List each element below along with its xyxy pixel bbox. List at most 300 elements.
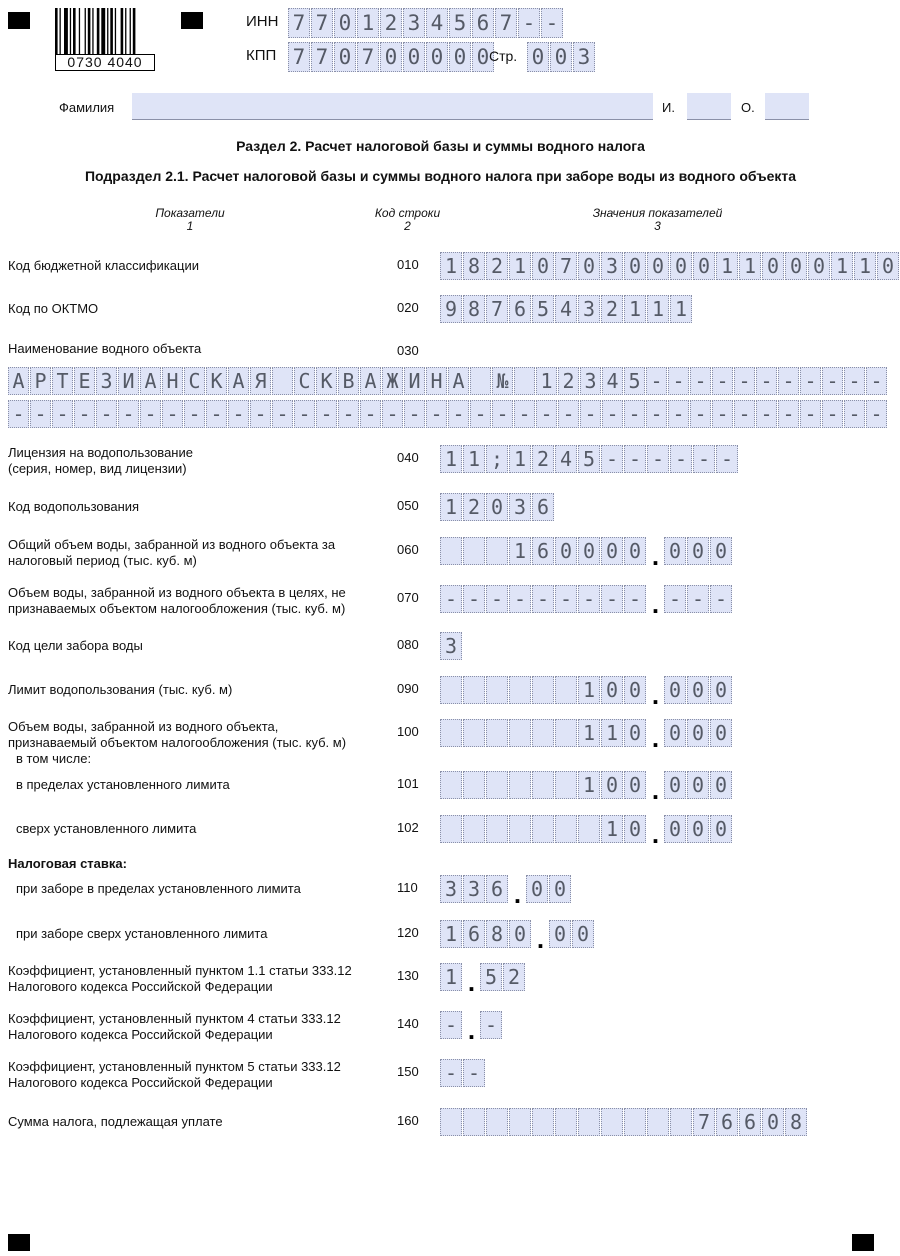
- char-cell: -: [30, 400, 51, 428]
- char-cell: [486, 771, 508, 799]
- row-130-label-line2: Налогового кодекса Российской Федерации: [8, 979, 273, 994]
- inn-label: ИНН: [246, 13, 279, 30]
- kpp-label: КПП: [246, 47, 277, 64]
- row-090-value[interactable]: [440, 676, 733, 710]
- char-cell: -: [52, 400, 73, 428]
- row-070-label: [8, 585, 346, 617]
- char-cell: -: [536, 400, 557, 428]
- decimal-point: .: [651, 723, 660, 753]
- row-060-label-line2: налоговый период (тыс. куб. м): [8, 553, 197, 568]
- char-cell: 2: [601, 295, 623, 323]
- char-cell: -: [8, 400, 29, 428]
- col-header-values-num: 3: [654, 219, 661, 233]
- row-130-label: [8, 963, 352, 995]
- char-cell: -: [690, 400, 711, 428]
- char-cell: 5: [449, 8, 471, 38]
- char-cell: А: [8, 367, 29, 395]
- char-cell: 4: [555, 445, 577, 473]
- char-cell: -: [74, 400, 95, 428]
- char-cell: [463, 771, 485, 799]
- char-cell: 1: [440, 493, 462, 521]
- char-cell: 1: [831, 252, 853, 280]
- char-cell: 0: [647, 252, 669, 280]
- char-cell: А: [448, 367, 469, 395]
- char-cell: С: [184, 367, 205, 395]
- char-cell: [509, 1108, 531, 1136]
- char-cell: -: [712, 400, 733, 428]
- decimal-point: .: [467, 967, 476, 997]
- char-cell: -: [532, 585, 554, 613]
- char-cell: 0: [472, 42, 494, 72]
- char-cell: [463, 815, 485, 843]
- char-cell: 3: [440, 875, 462, 903]
- decimal-point: .: [651, 819, 660, 849]
- row-150-code: 150: [397, 1064, 419, 1079]
- char-cell: -: [480, 1011, 502, 1039]
- char-cell: 0: [710, 676, 732, 704]
- char-cell: 1: [578, 719, 600, 747]
- char-cell: ;: [486, 445, 508, 473]
- char-cell: 0: [762, 252, 784, 280]
- row-110-label: при заборе в пределах установленного лимита: [16, 881, 301, 896]
- col-header-code-num: 2: [404, 219, 411, 233]
- char-cell: -: [664, 585, 686, 613]
- char-cell: 0: [449, 42, 471, 72]
- char-cell: 0: [572, 920, 594, 948]
- char-cell: [486, 676, 508, 704]
- initial-i-field[interactable]: [687, 93, 731, 120]
- row-070-label-line1: Объем воды, забранной из водного объекта в целях, не: [8, 585, 346, 600]
- col-header-values: [570, 207, 745, 233]
- char-cell: [532, 719, 554, 747]
- row-100-code: 100: [397, 724, 419, 739]
- char-cell: 1: [440, 252, 462, 280]
- char-cell: 3: [509, 493, 531, 521]
- char-cell: -: [338, 400, 359, 428]
- kpp-field[interactable]: [288, 42, 495, 72]
- char-cell: -: [756, 400, 777, 428]
- row-120-value[interactable]: [440, 920, 595, 954]
- char-cell: 2: [532, 445, 554, 473]
- char-cell: 3: [573, 42, 595, 72]
- row-102-code: 102: [397, 820, 419, 835]
- char-cell: 1: [647, 295, 669, 323]
- char-cell: 7: [495, 8, 517, 38]
- char-cell: 1: [624, 295, 646, 323]
- char-cell: -: [716, 445, 738, 473]
- char-cell: А: [140, 367, 161, 395]
- char-cell: 1: [716, 252, 738, 280]
- char-cell: 0: [334, 8, 356, 38]
- col-header-indicators: [120, 207, 260, 233]
- corner-marker-top-right: [181, 12, 203, 29]
- row-070-code: 070: [397, 590, 419, 605]
- char-cell: -: [580, 400, 601, 428]
- row-160-label: Сумма налога, подлежащая уплате: [8, 1114, 223, 1129]
- char-cell: -: [601, 445, 623, 473]
- char-cell: 1: [440, 963, 462, 991]
- char-cell: 5: [532, 295, 554, 323]
- char-cell: 6: [532, 537, 554, 565]
- char-cell: 0: [601, 676, 623, 704]
- char-cell: 7: [357, 42, 379, 72]
- char-cell: 0: [624, 719, 646, 747]
- col-header-code: [355, 207, 460, 233]
- char-cell: 0: [687, 537, 709, 565]
- char-cell: -: [668, 400, 689, 428]
- row-150-label-line1: Коэффициент, установленный пунктом 5 статьи 333.12: [8, 1059, 341, 1074]
- char-cell: 6: [463, 920, 485, 948]
- char-cell: В: [338, 367, 359, 395]
- char-cell: 6: [716, 1108, 738, 1136]
- col-header-values-text: Значения показателей: [592, 206, 723, 220]
- char-cell: -: [448, 400, 469, 428]
- row-050-value[interactable]: [440, 493, 555, 521]
- char-cell: -: [184, 400, 205, 428]
- row-030-value-line1[interactable]: [8, 367, 888, 395]
- char-cell: 4: [555, 295, 577, 323]
- char-cell: -: [624, 585, 646, 613]
- char-cell: -: [710, 585, 732, 613]
- char-cell: 0: [710, 771, 732, 799]
- row-060-code: 060: [397, 542, 419, 557]
- char-cell: [463, 719, 485, 747]
- decimal-point: .: [513, 879, 522, 909]
- char-cell: -: [693, 445, 715, 473]
- char-cell: -: [228, 400, 249, 428]
- char-cell: 7: [555, 252, 577, 280]
- corner-marker-top-left: [8, 12, 30, 29]
- row-160-value[interactable]: [440, 1108, 808, 1136]
- char-cell: [509, 771, 531, 799]
- char-cell: [440, 771, 462, 799]
- char-cell: 0: [670, 252, 692, 280]
- char-cell: 0: [509, 920, 531, 948]
- corner-marker-bottom-right: [852, 1234, 874, 1251]
- char-cell: 7: [311, 42, 333, 72]
- char-cell: 2: [463, 493, 485, 521]
- char-cell: 6: [532, 493, 554, 521]
- row-150-label: [8, 1059, 341, 1091]
- char-cell: -: [555, 585, 577, 613]
- char-cell: 0: [687, 815, 709, 843]
- col-header-indicators-num: 1: [186, 219, 194, 233]
- char-cell: 1: [601, 815, 623, 843]
- char-cell: -: [844, 367, 865, 395]
- row-040-value[interactable]: [440, 445, 739, 473]
- char-cell: -: [822, 367, 843, 395]
- row-130-label-line1: Коэффициент, установленный пунктом 1.1 статьи 333.12: [8, 963, 352, 978]
- inn-field[interactable]: [288, 8, 564, 38]
- char-cell: 4: [426, 8, 448, 38]
- row-040-label: [8, 445, 193, 477]
- char-cell: -: [687, 585, 709, 613]
- row-070-value[interactable]: [440, 585, 733, 619]
- char-cell: -: [272, 400, 293, 428]
- char-cell: [440, 815, 462, 843]
- char-cell: 2: [486, 252, 508, 280]
- char-cell: -: [404, 400, 425, 428]
- row-010-value[interactable]: [440, 252, 900, 280]
- char-cell: 0: [710, 815, 732, 843]
- char-cell: -: [647, 445, 669, 473]
- char-cell: [532, 1108, 554, 1136]
- row-050-label: Код водопользования: [8, 499, 140, 514]
- decimal-point: .: [651, 589, 660, 619]
- row-070-label-line2: признаваемых объектом налогообложения (тыс. куб. м): [8, 601, 346, 616]
- char-cell: -: [440, 1059, 462, 1087]
- decimal-point: .: [651, 680, 660, 710]
- char-cell: -: [316, 400, 337, 428]
- char-cell: -: [844, 400, 865, 428]
- char-cell: 0: [687, 719, 709, 747]
- char-cell: -: [866, 400, 887, 428]
- row-101-label: в пределах установленного лимита: [16, 777, 230, 792]
- row-102-value[interactable]: [440, 815, 733, 849]
- char-cell: 6: [472, 8, 494, 38]
- page-label: Стр.: [489, 48, 518, 64]
- char-cell: 0: [550, 42, 572, 72]
- row-050-code: 050: [397, 498, 419, 513]
- char-cell: 0: [555, 537, 577, 565]
- row-030-label: Наименование водного объекта: [8, 341, 202, 356]
- row-080-code: 080: [397, 637, 419, 652]
- char-cell: 7: [486, 295, 508, 323]
- char-cell: 0: [403, 42, 425, 72]
- char-cell: -: [382, 400, 403, 428]
- char-cell: -: [778, 367, 799, 395]
- row-100-label: [8, 719, 346, 767]
- char-cell: 0: [785, 252, 807, 280]
- char-cell: 6: [486, 875, 508, 903]
- char-cell: 1: [463, 445, 485, 473]
- char-cell: [555, 719, 577, 747]
- char-cell: -: [712, 367, 733, 395]
- row-080-label: Код цели забора воды: [8, 638, 143, 653]
- char-cell: [486, 719, 508, 747]
- char-cell: 0: [526, 875, 548, 903]
- row-160-code: 160: [397, 1113, 419, 1128]
- char-cell: 5: [480, 963, 502, 991]
- char-cell: 1: [601, 719, 623, 747]
- barcode: [55, 8, 155, 68]
- char-cell: [532, 815, 554, 843]
- char-cell: 0: [808, 252, 830, 280]
- row-110-code: 110: [397, 880, 418, 895]
- row-140-value[interactable]: [440, 1011, 503, 1045]
- char-cell: 3: [403, 8, 425, 38]
- char-cell: [532, 676, 554, 704]
- char-cell: -: [734, 400, 755, 428]
- char-cell: 0: [664, 537, 686, 565]
- char-cell: -: [486, 585, 508, 613]
- corner-marker-bottom-left: [8, 1234, 30, 1251]
- decimal-point: .: [467, 1015, 476, 1045]
- char-cell: 1: [357, 8, 379, 38]
- col-header-indicators-text: Показатели: [155, 206, 225, 220]
- char-cell: 0: [601, 771, 623, 799]
- char-cell: -: [250, 400, 271, 428]
- char-cell: 7: [288, 42, 310, 72]
- char-cell: [532, 771, 554, 799]
- row-020-label: Код по ОКТМО: [8, 301, 99, 316]
- row-020-value[interactable]: [440, 295, 693, 323]
- char-cell: -: [602, 400, 623, 428]
- char-cell: 3: [463, 875, 485, 903]
- char-cell: 0: [664, 815, 686, 843]
- char-cell: -: [440, 585, 462, 613]
- char-cell: [624, 1108, 646, 1136]
- char-cell: 0: [624, 537, 646, 565]
- row-102-label: сверх установленного лимита: [16, 821, 197, 836]
- char-cell: 0: [624, 676, 646, 704]
- row-120-code: 120: [397, 925, 419, 940]
- row-150-value[interactable]: [440, 1059, 486, 1087]
- char-cell: [440, 537, 462, 565]
- char-cell: 0: [624, 815, 646, 843]
- char-cell: Н: [162, 367, 183, 395]
- char-cell: -: [294, 400, 315, 428]
- char-cell: -: [670, 445, 692, 473]
- char-cell: 0: [601, 537, 623, 565]
- char-cell: 0: [549, 875, 571, 903]
- char-cell: 3: [580, 367, 601, 395]
- row-040-label-line1: Лицензия на водопользование: [8, 445, 193, 460]
- row-140-label-line2: Налогового кодекса Российской Федерации: [8, 1027, 273, 1042]
- char-cell: -: [470, 400, 491, 428]
- char-cell: [486, 1108, 508, 1136]
- char-cell: [555, 676, 577, 704]
- row-010-label: Код бюджетной классификации: [8, 258, 199, 273]
- char-cell: К: [206, 367, 227, 395]
- row-100-label-line2: признаваемый объектом налогообложения (тыс. куб. м): [8, 735, 347, 750]
- char-cell: [555, 1108, 577, 1136]
- decimal-point: .: [536, 924, 545, 954]
- char-cell: 0: [877, 252, 899, 280]
- row-030-value-line2[interactable]: [8, 400, 888, 428]
- char-cell: 1: [578, 676, 600, 704]
- char-cell: [578, 1108, 600, 1136]
- char-cell: Ж: [382, 367, 403, 395]
- char-cell: 4: [602, 367, 623, 395]
- char-cell: [470, 367, 491, 395]
- row-030-code: 030: [397, 343, 419, 358]
- row-020-code: 020: [397, 300, 419, 315]
- char-cell: 0: [334, 42, 356, 72]
- char-cell: К: [316, 367, 337, 395]
- surname-field[interactable]: [132, 93, 653, 120]
- char-cell: [555, 815, 577, 843]
- char-cell: 7: [693, 1108, 715, 1136]
- char-cell: -: [541, 8, 563, 38]
- row-060-value[interactable]: [440, 537, 733, 571]
- char-cell: 1: [854, 252, 876, 280]
- char-cell: 5: [578, 445, 600, 473]
- char-cell: 0: [624, 252, 646, 280]
- char-cell: [647, 1108, 669, 1136]
- char-cell: 0: [664, 771, 686, 799]
- char-cell: 8: [785, 1108, 807, 1136]
- char-cell: -: [778, 400, 799, 428]
- char-cell: А: [360, 367, 381, 395]
- row-040-label-line2: (серия, номер, вид лицензии): [8, 461, 187, 476]
- char-cell: -: [578, 585, 600, 613]
- char-cell: -: [360, 400, 381, 428]
- initial-o-field[interactable]: [765, 93, 809, 120]
- char-cell: -: [734, 367, 755, 395]
- char-cell: [601, 1108, 623, 1136]
- char-cell: 6: [739, 1108, 761, 1136]
- char-cell: 1: [739, 252, 761, 280]
- char-cell: Н: [426, 367, 447, 395]
- char-cell: -: [206, 400, 227, 428]
- char-cell: [440, 719, 462, 747]
- char-cell: 1: [440, 920, 462, 948]
- char-cell: 1: [509, 445, 531, 473]
- char-cell: [509, 815, 531, 843]
- decimal-point: .: [651, 541, 660, 571]
- char-cell: 0: [380, 42, 402, 72]
- row-130-value[interactable]: [440, 963, 526, 997]
- char-cell: -: [96, 400, 117, 428]
- row-040-code: 040: [397, 450, 419, 465]
- char-cell: -: [800, 400, 821, 428]
- row-090-code: 090: [397, 681, 419, 696]
- barcode-number: 0730 4040: [55, 54, 155, 71]
- char-cell: [578, 815, 600, 843]
- char-cell: Р: [30, 367, 51, 395]
- row-140-code: 140: [397, 1016, 419, 1031]
- char-cell: 2: [380, 8, 402, 38]
- section-title: Раздел 2. Расчет налоговой базы и суммы водного налога: [236, 138, 645, 154]
- char-cell: [509, 676, 531, 704]
- row-080-value[interactable]: [440, 632, 463, 660]
- char-cell: 0: [527, 42, 549, 72]
- char-cell: 1: [578, 771, 600, 799]
- char-cell: Е: [74, 367, 95, 395]
- char-cell: 0: [532, 252, 554, 280]
- char-cell: И: [118, 367, 139, 395]
- row-100-label-line1: Объем воды, забранной из водного объекта,: [8, 719, 279, 734]
- char-cell: Я: [250, 367, 271, 395]
- row-100-value[interactable]: [440, 719, 733, 753]
- char-cell: [514, 367, 535, 395]
- char-cell: С: [294, 367, 315, 395]
- col-header-code-text: Код строки: [374, 206, 441, 220]
- char-cell: 3: [578, 295, 600, 323]
- char-cell: 0: [549, 920, 571, 948]
- char-cell: -: [463, 585, 485, 613]
- char-cell: 0: [687, 771, 709, 799]
- row-090-label: Лимит водопользования (тыс. куб. м): [8, 682, 233, 697]
- page-field[interactable]: [527, 42, 596, 72]
- char-cell: -: [601, 585, 623, 613]
- row-110-value[interactable]: [440, 875, 572, 909]
- char-cell: -: [440, 1011, 462, 1039]
- char-cell: -: [756, 367, 777, 395]
- char-cell: 0: [578, 537, 600, 565]
- char-cell: 8: [463, 252, 485, 280]
- char-cell: [272, 367, 293, 395]
- char-cell: -: [668, 367, 689, 395]
- row-140-label-line1: Коэффициент, установленный пунктом 4 статьи 333.12: [8, 1011, 341, 1026]
- char-cell: А: [228, 367, 249, 395]
- char-cell: 1: [509, 537, 531, 565]
- surname-label: Фамилия: [59, 100, 115, 115]
- row-101-value[interactable]: [440, 771, 733, 805]
- char-cell: -: [140, 400, 161, 428]
- row-010-code: 010: [397, 257, 419, 272]
